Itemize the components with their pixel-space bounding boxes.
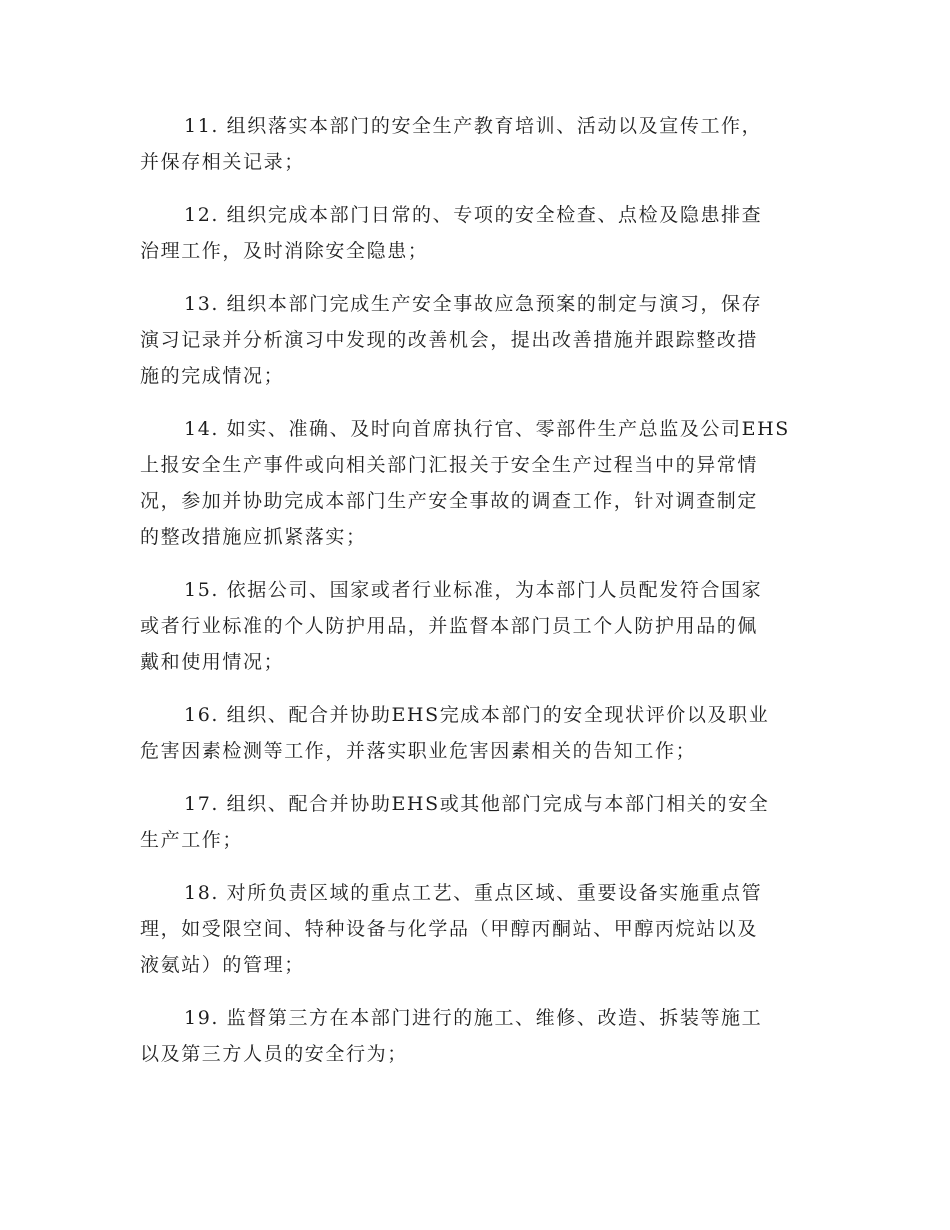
list-item-text-line: 戴和使用情况； xyxy=(140,651,285,673)
list-item-18 xyxy=(140,875,800,983)
list-item-text-line: 施的完成情况； xyxy=(140,365,285,387)
list-item-text-line: 16. 组织、配合并协助EHS完成本部门的安全现状评价以及职业 xyxy=(184,704,770,726)
list-item-16 xyxy=(140,697,800,769)
list-item-text-line: 治理工作，及时消除安全隐患； xyxy=(140,240,429,262)
list-item-text-line: 17. 组织、配合并协助EHS或其他部门完成与本部门相关的安全 xyxy=(184,793,770,815)
list-item-text-line: 14. 如实、准确、及时向首席执行官、零部件生产总监及公司EHS xyxy=(184,418,790,440)
list-item-text-line: 况，参加并协助完成本部门生产安全事故的调查工作，针对调查制定 xyxy=(140,490,759,512)
list-item-13 xyxy=(140,286,800,394)
list-item-text-line: 12. 组织完成本部门日常的、专项的安全检查、点检及隐患排查 xyxy=(184,204,763,226)
list-item-19 xyxy=(140,1000,800,1072)
list-item-text-line: 危害因素检测等工作，并落实职业危害因素相关的告知工作； xyxy=(140,740,697,762)
list-item-text-line: 上报安全生产事件或向相关部门汇报关于安全生产过程当中的异常情 xyxy=(140,454,759,476)
list-item-text-line: 以及第三方人员的安全行为； xyxy=(140,1043,408,1065)
list-item-12 xyxy=(140,197,800,269)
list-item-14 xyxy=(140,411,800,555)
list-item-text-line: 15. 依据公司、国家或者行业标准，为本部门人员配发符合国家 xyxy=(184,579,763,601)
list-item-text-line: 18. 对所负责区域的重点工艺、重点区域、重要设备实施重点管 xyxy=(184,882,763,904)
list-item-text-line: 的整改措施应抓紧落实； xyxy=(140,526,367,548)
list-item-text-line: 演习记录并分析演习中发现的改善机会，提出改善措施并跟踪整改措 xyxy=(140,329,759,351)
list-item-text-line: 生产工作； xyxy=(140,829,244,851)
list-item-17 xyxy=(140,786,800,858)
list-item-15 xyxy=(140,572,800,680)
list-item-text-line: 11. 组织落实本部门的安全生产教育培训、活动以及宣传工作， xyxy=(184,115,763,137)
document-page xyxy=(140,108,800,1089)
list-item-text-line: 或者行业标准的个人防护用品，并监督本部门员工个人防护用品的佩 xyxy=(140,615,759,637)
list-item-text-line: 13. 组织本部门完成生产安全事故应急预案的制定与演习，保存 xyxy=(184,293,763,315)
list-item-text-line: 液氨站）的管理； xyxy=(140,954,305,976)
list-item-text-line: 并保存相关记录； xyxy=(140,151,305,173)
list-item-text-line: 理，如受限空间、特种设备与化学品（甲醇丙酮站、甲醇丙烷站以及 xyxy=(140,918,759,940)
list-item-11 xyxy=(140,108,800,180)
list-item-text-line: 19. 监督第三方在本部门进行的施工、维修、改造、拆装等施工 xyxy=(184,1007,763,1029)
